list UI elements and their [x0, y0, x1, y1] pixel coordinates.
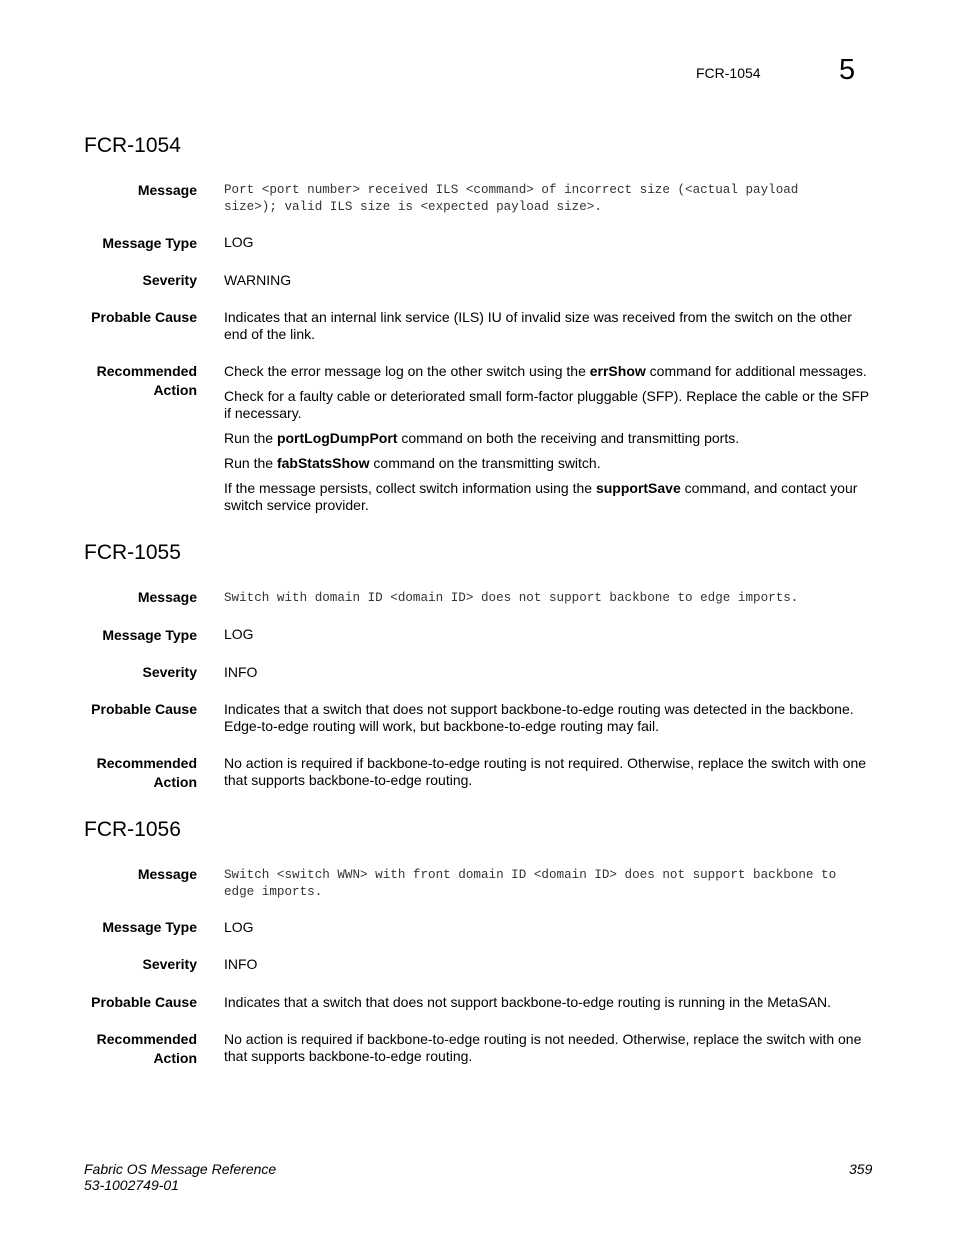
command-name: errShow [589, 363, 646, 379]
message-text [224, 182, 874, 216]
message-text: Switch with domain ID <domain ID> does not support backbone to edge imports. [224, 591, 799, 605]
recommended-action-label [57, 362, 197, 400]
label-line: Recommended [96, 755, 197, 771]
recommended-action-value: No action is required if backbone-to-edge routing is not needed. Otherwise, replace the switch with one that supports backbone-to-edge routing. [224, 1031, 862, 1064]
severity-value: WARNING [224, 272, 292, 288]
recommended-action-label [57, 754, 197, 792]
footer-doc-number: 53-1002749-01 [84, 1177, 179, 1193]
command-name: fabStatsShow [276, 455, 370, 471]
probable-cause-value: Indicates that a switch that does not support backbone-to-edge routing was detected in the backbone. Edge-to-edge routing will work, but backbone-to-edge routing may fail. [224, 701, 854, 734]
label-line: Recommended [96, 1031, 197, 1047]
message-type-value: LOG [224, 919, 254, 935]
severity-label: Severity [142, 664, 197, 680]
footer-doc-info [84, 1161, 276, 1193]
action-step: Run the fabStatsShow command on the transmitting switch. [224, 455, 601, 471]
label-line: Action [153, 382, 197, 398]
recommended-action-label [57, 1030, 197, 1068]
action-step: Check for a faulty cable or deteriorated small form-factor pluggable (SFP). Replace the cable or the SFP if necessary. [224, 388, 869, 421]
probable-cause-value: Indicates that a switch that does not support backbone-to-edge routing is running in the MetaSAN. [224, 994, 832, 1010]
message-type-value: LOG [224, 234, 254, 250]
section-title-fcr-1056: FCR-1056 [84, 818, 181, 841]
severity-label: Severity [142, 956, 197, 972]
recommended-action-value [224, 363, 874, 522]
message-line: edge imports. [224, 885, 323, 899]
message-line: Port <port number> received ILS <command> of incorrect size (<actual payload [224, 183, 799, 197]
action-step: If the message persists, collect switch information using the supportSave command, and contact your switch service provider. [224, 480, 858, 513]
probable-cause-label: Probable Cause [91, 994, 197, 1010]
message-line: Switch <switch WWN> with front domain ID <domain ID> does not support backbone to [224, 868, 837, 882]
probable-cause-label: Probable Cause [91, 309, 197, 325]
command-name: portLogDumpPort [276, 430, 398, 446]
footer-doc-title: Fabric OS Message Reference [84, 1161, 277, 1177]
page-number: 359 [849, 1161, 873, 1177]
message-label: Message [137, 589, 197, 605]
label-line: Recommended [96, 363, 197, 379]
message-type-label: Message Type [102, 919, 197, 935]
probable-cause-value: Indicates that an internal link service (ILS) IU of invalid size was received from the switch on the other end of the link. [224, 309, 852, 342]
severity-value: INFO [224, 664, 258, 680]
message-type-label: Message Type [102, 627, 197, 643]
message-label: Message [137, 182, 197, 198]
label-line: Action [153, 1050, 197, 1066]
message-line: size>); valid ILS size is <expected payload size>. [224, 200, 602, 214]
chapter-number: 5 [839, 54, 856, 86]
message-text [224, 867, 874, 901]
section-title-fcr-1055: FCR-1055 [84, 541, 181, 564]
message-type-value: LOG [224, 626, 254, 642]
action-step: Run the portLogDumpPort command on both the receiving and transmitting ports. [224, 430, 740, 446]
probable-cause-label: Probable Cause [91, 701, 197, 717]
severity-value: INFO [224, 956, 258, 972]
severity-label: Severity [142, 272, 197, 288]
recommended-action-value: No action is required if backbone-to-edge routing is not required. Otherwise, replace the switch with one that supports backbone-to-edge routing. [224, 755, 867, 788]
header-title: FCR-1054 [696, 65, 761, 81]
message-label: Message [137, 866, 197, 882]
action-step: Check the error message log on the other switch using the errShow command for additional messages. [224, 363, 867, 379]
section-title-fcr-1054: FCR-1054 [84, 134, 181, 157]
message-type-label: Message Type [102, 235, 197, 251]
label-line: Action [153, 774, 197, 790]
command-name: supportSave [595, 480, 681, 496]
